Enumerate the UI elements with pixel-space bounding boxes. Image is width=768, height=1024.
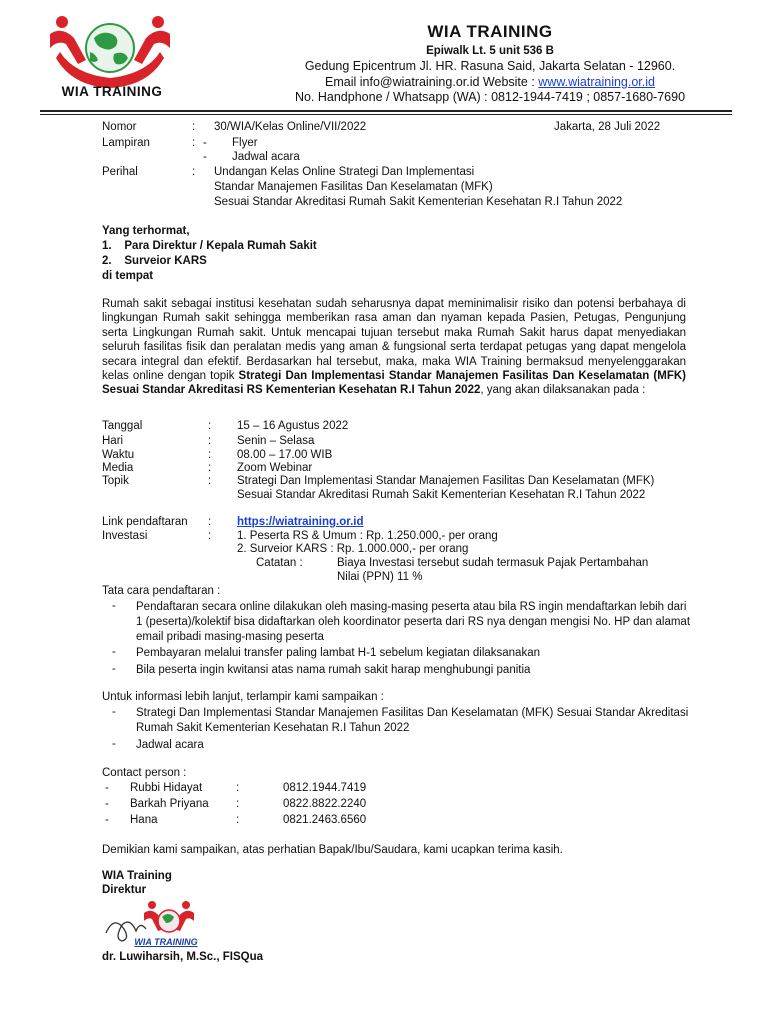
attachments-title: Untuk informasi lebih lanjut, terlampir kami sampaikan : [102,691,384,703]
organization-title: WIA TRAINING [427,22,553,41]
nomor-colon: : [192,121,196,133]
lampiran-item-2: Jadwal acara [232,151,300,163]
procedure-title: Tata cara pendaftaran : [102,585,221,597]
perihal-label: Perihal [102,166,138,178]
tanggal-label: Tanggal [102,420,143,432]
contact-colon-2: : [236,798,240,810]
recipient-2-text: Surveior KARS [124,255,207,267]
intro-text: Rumah sakit sebagai institusi kesehatan sudah seharusnya dapat meminimalisir risiko dan potensi berbahaya di lingkungan Rumah sakit sehingga memberikan rasa aman dan nyaman kepada Pasien, Petugas, Pengunjung serta Lingkungan Rumah sakit. Untuk mencapai tujuan tersebut maka Rumah Sakit harus dapat menyediakan seluruh fasilitas fisik dan peralatan medis yang aman & fungsional serta terdapat petugas yang dapat mengelola secara integral dan efektif. Berdasarkan hal tersebut, maka, maka WIA Training bermaksud menyelenggarakan kelas online dengan topik [102,298,686,383]
attachment-dash-2: - [112,738,116,750]
hari-label: Hari [102,435,124,447]
intro-topic-bold: Strategi Dan Implementasi Standar Manajemen Fasilitas Dan Keselamatan (MFK) Sesuai Standar Akreditasi RS Kementerian Kesehatan R.I Tahun 2022 [102,370,686,397]
recipient-2: 2. Surveior KARS [102,255,207,267]
contact-colon-3: : [236,814,240,826]
topik-label: Topik [102,475,129,487]
intro-text-end: , yang akan dilaksanakan pada : [480,384,646,397]
lampiran-dash-2: - [203,151,207,163]
topik-colon: : [208,475,212,487]
phone-line: No. Handphone / Whatsapp (WA) : 0812-1944-7419 ; 0857-1680-7690 [294,90,686,104]
recipient-1-text: Para Direktur / Kepala Rumah Sakit [124,240,317,252]
procedure-dash-3: - [112,663,116,675]
website-link[interactable]: www.wiatraining.or.id [538,75,655,89]
media-label: Media [102,462,134,474]
wia-training-logo [40,8,180,104]
media-colon: : [208,462,212,474]
email-text: Email info@wiatraining.or.id Website : [325,75,539,89]
investasi-1: 1. Peserta RS & Umum : Rp. 1.250.000,- per orang [237,530,498,542]
hari-value: Senin – Selasa [237,435,315,447]
nomor-value: 30/WIA/Kelas Online/VII/2022 [214,121,367,133]
lampiran-item-1: Flyer [232,137,258,149]
contact-dash-1: - [105,782,109,794]
perihal-line-1: Undangan Kelas Online Strategi Dan Implementasi [214,166,475,178]
investasi-label: Investasi [102,530,148,542]
logo-text: WIA TRAINING [61,84,163,99]
link-colon: : [208,516,212,528]
procedure-item-3: Bila peserta ingin kwitansi atas nama rumah sakit harap menghubungi panitia [136,664,531,676]
contact-phone-2: 0822.8822.2240 [283,798,367,810]
attachment-item-1: Strategi Dan Implementasi Standar Manajemen Fasilitas Dan Keselamatan (MFK) Sesuai Standar Akreditasi Rumah Sakit Kementerian Kesehatan R.I Tahun 2022 [136,707,689,734]
perihal-colon: : [192,166,196,178]
topik-line-2: Sesuai Standar Akreditasi Rumah Sakit Kementerian Kesehatan R.I Tahun 2022 [237,489,646,501]
link-label: Link pendaftaran [102,516,188,528]
perihal-line-3: Sesuai Standar Akreditasi Rumah Sakit Kementerian Kesehatan R.I Tahun 2022 [214,196,623,208]
contact-email-website [230,75,750,89]
lampiran-colon: : [192,137,196,149]
contact-name-2: Barkah Priyana [130,798,209,810]
contact-dash-2: - [105,798,109,810]
procedure-item-2: Pembayaran melalui transfer paling lambat H-1 sebelum kegiatan dilaksanakan [136,647,540,659]
signer-name: dr. Luwiharsih, M.Sc., FISQua [102,951,264,963]
lampiran-dash-1: - [203,137,207,149]
tanggal-colon: : [208,420,212,432]
header-rule [40,110,732,112]
attachment-item-2: Jadwal acara [136,739,204,751]
procedure-dash-1: - [112,600,116,612]
investasi-2: 2. Surveior KARS : Rp. 1.000.000,- per orang [237,543,469,555]
registration-link[interactable]: https://wiatraining.or.id [237,516,364,528]
nomor-label: Nomor [102,121,137,133]
procedure-dash-2: - [112,646,116,658]
contact-phone-1: 0812.1944.7419 [283,782,367,794]
perihal-line-2: Standar Manajemen Fasilitas Dan Keselamatan (MFK) [214,181,493,193]
catatan-line-1: Biaya Investasi tersebut sudah termasuk Pajak Pertambahan [337,557,649,569]
greeting: Yang terhormat, [102,225,190,237]
closing-org: WIA Training [102,870,172,882]
address-line-2: Gedung Epicentrum Jl. HR. Rasuna Said, Jakarta Selatan - 12960. [304,59,676,73]
lampiran-label: Lampiran [102,137,150,149]
media-value: Zoom Webinar [237,462,313,474]
closing-role: Direktur [102,884,147,896]
header-rule-thin [40,114,732,115]
contact-phone-3: 0821.2463.6560 [283,814,367,826]
catatan-line-2: Nilai (PPN) 11 % [337,571,423,583]
letter-date: Jakarta, 28 Juli 2022 [554,121,661,133]
topik-line-1: Strategi Dan Implementasi Standar Manajemen Fasilitas Dan Keselamatan (MFK) [237,475,655,487]
contact-dash-3: - [105,814,109,826]
signature-logo-text: WIA TRAINING [134,937,198,947]
intro-paragraph [102,297,686,398]
hari-colon: : [208,435,212,447]
signature-icon [100,895,210,957]
investasi-colon: : [208,530,212,542]
waktu-colon: : [208,449,212,461]
signature-stamp [100,895,210,957]
contacts-title: Contact person : [102,767,187,779]
recipient-place: di tempat [102,270,154,282]
recipient-1: 1. Para Direktur / Kepala Rumah Sakit [102,240,317,252]
contact-name-3: Hana [130,814,158,826]
tanggal-value: 15 – 16 Agustus 2022 [237,420,349,432]
attachment-dash-1: - [112,706,116,718]
address-line-1: Epiwalk Lt. 5 unit 536 B [426,45,554,57]
contact-colon-1: : [236,782,240,794]
waktu-label: Waktu [102,449,135,461]
closing-text: Demikian kami sampaikan, atas perhatian Bapak/Ibu/Saudara, kami ucapkan terima kasih. [102,844,563,856]
procedure-item-1: Pendaftaran secara online dilakukan oleh masing-masing peserta atau bila RS ingin mendaftarkan lebih dari 1 (peserta)/kolektif bisa didaftarkan oleh koordinator peserta dari RS nya dengan mengisi No. HP dan alamat email pribadi masing-masing peserta [136,601,691,643]
waktu-value: 08.00 – 17.00 WIB [237,449,333,461]
contact-name-1: Rubbi Hidayat [130,782,203,794]
catatan-label: Catatan : [256,557,303,569]
